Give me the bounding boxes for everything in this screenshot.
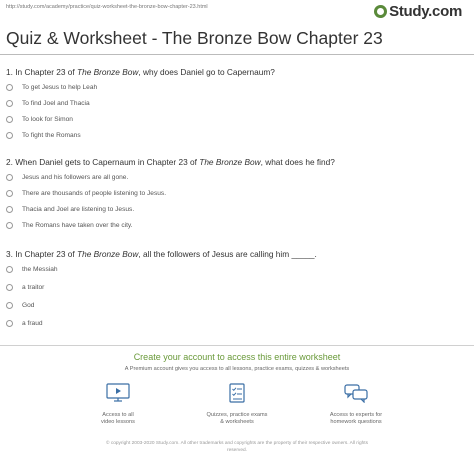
radio-circle-icon[interactable] <box>6 320 13 327</box>
question-1-option-4[interactable]: To fight the Romans <box>6 129 81 141</box>
question-3-option-4[interactable]: a fraud <box>6 317 43 329</box>
radio-circle-icon[interactable] <box>6 116 13 123</box>
question-2-option-3[interactable]: Thacia and Joel are listening to Jesus. <box>6 203 134 215</box>
radio-circle-icon[interactable] <box>6 206 13 213</box>
monitor-icon <box>104 383 132 403</box>
feature-label: homework questions <box>330 419 382 425</box>
promo-divider <box>0 345 474 346</box>
feature-video-lessons <box>78 383 158 426</box>
question-2: 2. When Daniel gets to Capernaum in Chapter 23 of The Bronze Bow, what does he find? <box>6 157 335 167</box>
page-title: Quiz & Worksheet - The Bronze Bow Chapter 23 <box>6 28 383 48</box>
copyright-text: reserved. <box>227 447 247 453</box>
question-3: 3. In Chapter 23 of The Bronze Bow, all the followers of Jesus are calling him _____. <box>6 249 317 259</box>
feature-label: video lessons <box>101 419 135 425</box>
study-logo-icon <box>374 5 387 18</box>
question-3-option-3[interactable]: God <box>6 299 34 311</box>
question-3-option-1[interactable]: the Messiah <box>6 263 58 275</box>
question-2-option-4[interactable]: The Romans have taken over the city. <box>6 219 133 231</box>
question-1-option-3[interactable]: To look for Simon <box>6 113 73 125</box>
question-1: 1. In Chapter 23 of The Bronze Bow, why does Daniel go to Capernaum? <box>6 67 275 77</box>
chat-bubbles-icon <box>342 383 370 403</box>
feature-label: Access to experts for <box>329 412 383 418</box>
copyright-footer <box>0 441 474 454</box>
page-header <box>0 0 474 22</box>
question-3-option-2[interactable]: a traitor <box>6 281 44 293</box>
title-divider <box>0 54 474 55</box>
radio-circle-icon[interactable] <box>6 84 13 91</box>
radio-circle-icon[interactable] <box>6 132 13 139</box>
radio-circle-icon[interactable] <box>6 190 13 197</box>
question-2-option-1[interactable]: Jesus and his followers are all gone. <box>6 171 128 183</box>
page-url[interactable]: http://study.com/academy/practice/quiz-worksheet-the-bronze-bow-chapter-23.html <box>6 4 208 10</box>
radio-circle-icon[interactable] <box>6 284 13 291</box>
feature-experts <box>316 383 396 426</box>
question-1-option-2[interactable]: To find Joel and Thacia <box>6 97 90 109</box>
copyright-text: © copyright 2003-2020 Study.com. All other trademarks and copyrights are the property of their respective owners. All rights <box>105 441 369 446</box>
feature-quizzes <box>197 383 277 426</box>
checklist-icon <box>223 383 251 403</box>
radio-circle-icon[interactable] <box>6 100 13 107</box>
promo-subtitle: A Premium account gives you access to all lessons, practice exams, quizzes & worksheets <box>124 366 350 372</box>
study-logo[interactable] <box>374 3 462 19</box>
radio-circle-icon[interactable] <box>6 174 13 181</box>
question-1-option-1[interactable]: To get Jesus to help Leah <box>6 81 97 93</box>
study-logo-text: Study.com <box>389 2 462 20</box>
feature-label: & worksheets <box>220 419 254 425</box>
question-2-option-2[interactable]: There are thousands of people listening to Jesus. <box>6 187 166 199</box>
promo-title[interactable]: Create your account to access this entire worksheet <box>133 352 341 362</box>
radio-circle-icon[interactable] <box>6 266 13 273</box>
radio-circle-icon[interactable] <box>6 302 13 309</box>
feature-label: Access to all <box>102 412 134 418</box>
radio-circle-icon[interactable] <box>6 222 13 229</box>
feature-label: Quizzes, practice exams <box>206 412 268 418</box>
